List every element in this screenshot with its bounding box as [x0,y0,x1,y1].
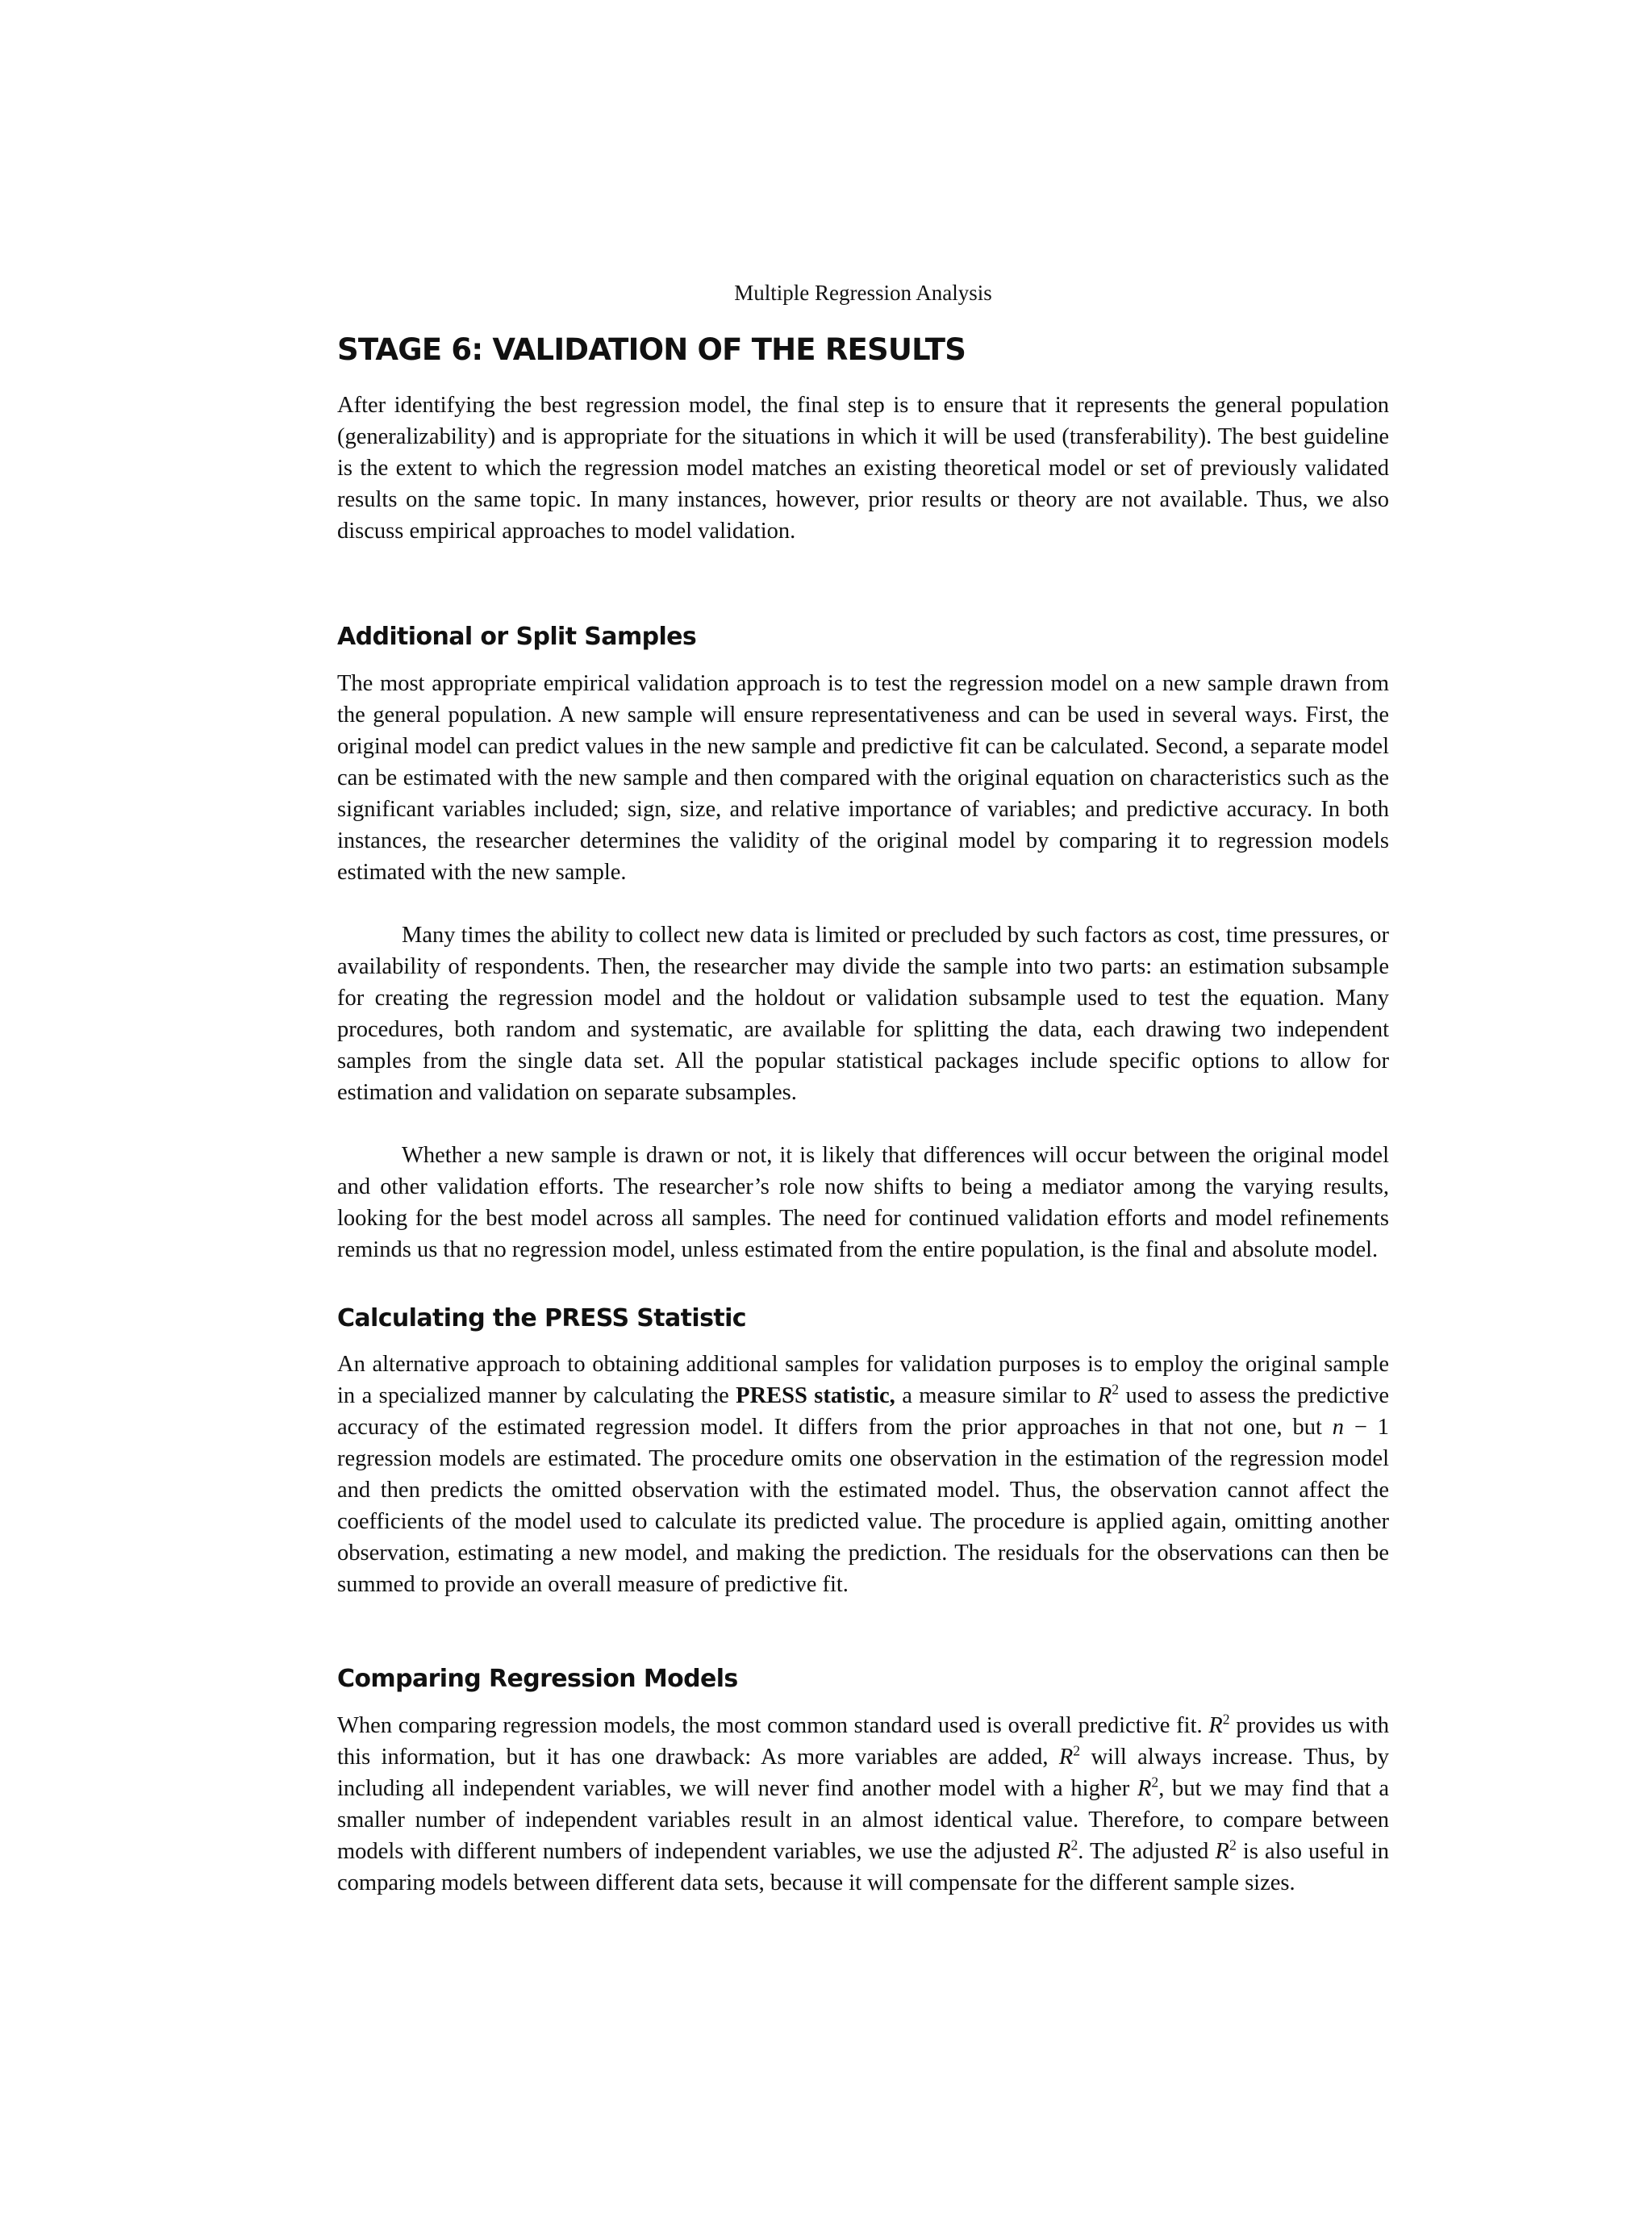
superscript-2: 2 [1229,1837,1237,1853]
superscript-2: 2 [1222,1711,1230,1728]
press-paragraph [337,1349,1389,1600]
section-heading-comparing: Comparing Regression Models [337,1665,738,1693]
r-symbol: R [1137,1776,1152,1801]
superscript-2: 2 [1073,1742,1081,1759]
compare-text-3: will always increase. Thus, by including all independent variables, we will never find another model with a higher [337,1745,1389,1801]
stage-heading: STAGE 6: VALIDATION OF THE RESULTS [337,332,966,367]
compare-text-1: When comparing regression models, the most common standard used is overall predictive fit. [337,1713,1209,1738]
split-samples-paragraph-1: The most appropriate empirical validation approach is to test the regression model on a new sample drawn from the general population. A new sample will ensure representativeness and can be used in several ways. First, the original model can predict values in the new sample and predictive fit can be calculated. Second, a separate model can be estimated with the new sample and then compared with the original equation on characteristics such as the significant variables included; sign, size, and relative importance of variables; and predictive accuracy. In both instances, the researcher determines the validity of the original model by comparing it to regression models estimated with the new sample. [337,671,1389,885]
r-symbol: R [1097,1383,1112,1408]
compare-text-4: , but we may find that a smaller number of independent variables result in an almost identical value. Therefore, to compare between models with different numbers of independent variables, we use the adjusted [337,1776,1389,1864]
comparing-paragraph [337,1710,1389,1899]
superscript-2: 2 [1151,1774,1159,1791]
r-symbol: R [1057,1839,1071,1864]
n-symbol: n [1332,1415,1345,1440]
running-head: Multiple Regression Analysis [734,281,992,305]
intro-paragraph: After identifying the best regression model, the final step is to ensure that it represents the general population (generalizability) and is appropriate for the situations in which it will be used (transferability). The best guideline is the extent to which the regression model matches an existing theoretical model or set of previously validated results on the same topic. In many instances, however, prior results or theory are not available. Thus, we also discuss empirical approaches to model validation. [337,393,1389,544]
section-heading-split-samples: Additional or Split Samples [337,623,697,651]
superscript-2: 2 [1070,1837,1078,1853]
r-symbol: R [1215,1839,1229,1864]
r-symbol: R [1058,1745,1074,1770]
compare-text-2: provides us with this information, but it has one drawback: As more variables are added, [337,1713,1389,1770]
section-heading-press: Calculating the PRESS Statistic [337,1304,746,1332]
r-symbol: R [1208,1713,1223,1738]
press-text-d: − 1 regression models are estimated. The procedure omits one observation in the estimation of the regression model and then predicts the omitted observation with the estimated model. Thus, the observation cannot affect the coefficients of the model used to calculate its predicted value. The procedure is applied again, omitting another observation, estimating a new model, and making the prediction. The residuals for the observations can then be summed to provide an overall measure of predictive fit. [337,1415,1390,1597]
press-text-b: a measure similar to [895,1383,1098,1408]
press-statistic-term: PRESS statistic, [736,1383,895,1408]
split-samples-paragraph-3: Whether a new sample is drawn or not, it is likely that differences will occur between the original model and other validation efforts. The researcher’s role now shifts to being a mediator among the varying results, looking for the best model across all samples. The need for continued validation efforts and model refinements reminds us that no regression model, unless estimated from the entire population, is the final and absolute model. [337,1143,1389,1262]
press-text-a: An alternative approach to obtaining additional samples for validation purposes is to employ the original sample in a specialized manner by calculating the [337,1352,1389,1408]
compare-text-6: is also useful in comparing models between different data sets, because it will compensate for the different sample sizes. [337,1839,1389,1895]
superscript-2: 2 [1112,1381,1120,1398]
compare-text-5: . The adjusted [1078,1839,1216,1864]
press-text-c: used to assess the predictive accuracy of the estimated regression model. It differs from the prior approaches in that not one, but [337,1383,1390,1440]
split-samples-paragraph-2: Many times the ability to collect new data is limited or precluded by such factors as cost, time pressures, or availability of respondents. Then, the researcher may divide the sample into two parts: an estimation subsample for creating the regression model and the holdout or validation subsample used to test the equation. Many procedures, both random and systematic, are available for splitting the data, each drawing two independent samples from the single data set. All the popular statistical packages include specific options to allow for estimation and validation on separate subsamples. [337,923,1389,1105]
